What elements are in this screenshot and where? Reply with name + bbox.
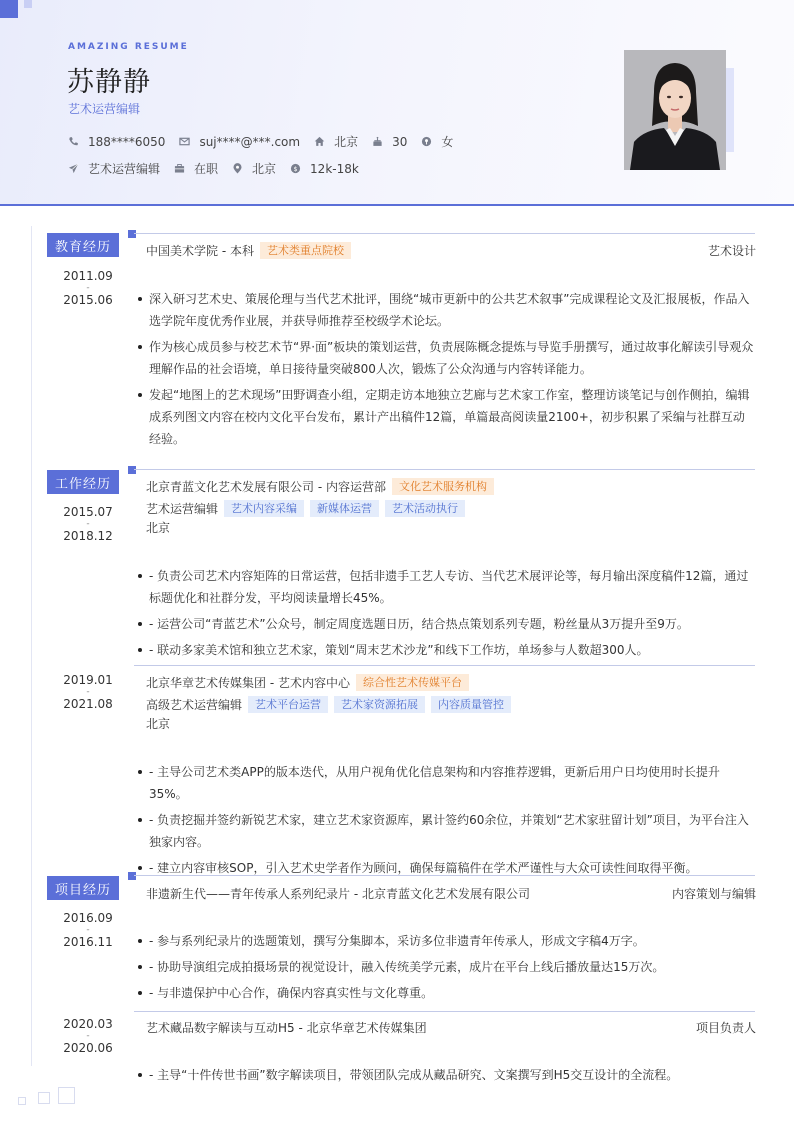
entry-divider: [134, 665, 755, 666]
section-projects-label: 项目经历: [47, 876, 119, 900]
location-pin-icon: [232, 163, 243, 174]
project-bullets: [138, 930, 756, 1008]
profile-photo: [624, 50, 726, 170]
section-divider: [134, 469, 755, 470]
job-title: 高级艺术运营编辑: [146, 698, 243, 713]
briefcase-icon: [174, 163, 185, 174]
home-icon: [314, 136, 325, 147]
candidate-subtitle: 艺术运营编辑: [68, 102, 141, 116]
phone-icon: [68, 136, 79, 147]
timeline-line: [31, 226, 32, 1066]
salary-text: 12k-18k: [310, 161, 359, 176]
phone-text: 188****6050: [88, 134, 166, 149]
decor-square: [38, 1092, 50, 1104]
age-text: 30: [392, 134, 408, 149]
svg-text:$: $: [293, 164, 298, 173]
decor-square-small: [24, 0, 32, 8]
portrait-image: [624, 50, 726, 170]
project-role: 项目负责人: [695, 1021, 756, 1035]
job-city: 北京: [146, 521, 171, 535]
job-target-text: 艺术运营编辑: [88, 162, 161, 176]
decor-square: [18, 1097, 26, 1105]
skill-tag: 艺术活动执行: [385, 500, 465, 517]
city-text: 北京: [334, 135, 359, 149]
list-item: 发起“地图上的艺术现场”田野调查小组，定期走访本地独立艺廊与艺术家工作室，整理访谈笔记与创作侧拍，编辑成系列图文内容在校内文化平台发布，累计产出稿件12篇，单篇最高阅读量2100+，初步积累了采编与社群互动经验。: [138, 384, 756, 450]
age-info: [372, 135, 407, 149]
job-bullets: [138, 761, 756, 883]
date-separator: -: [86, 519, 90, 529]
email-text: suj****@***.com: [199, 134, 301, 149]
section-marker: [128, 872, 136, 880]
list-item: - 协助导演组完成拍摄场景的视觉设计，融入传统美学元素，成片在平台上线后播放量达15万次。: [138, 956, 756, 978]
skill-tag: 新媒体运营: [310, 500, 379, 517]
list-item: 作为核心成员参与校艺术节“界·面”板块的策划运营，负责展陈概念提炼与导览手册撰写，通过故事化解读引导观众理解作品的社会语境，单日接待量突破800人次，锻炼了公众沟通与内容转译能力。: [138, 336, 756, 380]
job-entry-header: [146, 478, 756, 495]
school-name: 中国美术学院 - 本科: [146, 244, 254, 259]
list-item: - 参与系列纪录片的选题策划，撰写分集脚本，采访多位非遗青年传承人，形成文字稿4万字。: [138, 930, 756, 952]
project-name: 艺术藏品数字解读与互动H5 - 北京华章艺术传媒集团: [146, 1021, 427, 1035]
list-item: - 建立内容审核SOP，引入艺术史学者作为顾问，确保每篇稿件在学术严谨性与大众可读性间取得平衡。: [138, 857, 756, 879]
header-tagline: AMAZING RESUME: [68, 42, 189, 52]
company-name: 北京青蓝文化艺术发展有限公司 - 内容运营部: [146, 480, 386, 495]
resume-header: [0, 0, 794, 206]
status-info: [174, 160, 218, 177]
job-title: 艺术运营编辑: [146, 502, 219, 517]
project-end-date: 2016.11: [63, 935, 113, 949]
job-intent-row: [68, 160, 373, 177]
job-entry-header: [146, 674, 756, 691]
date-separator: -: [86, 1031, 90, 1041]
skill-tag: 艺术内容采编: [224, 500, 304, 517]
company-tag: 文化艺术服务机构: [392, 478, 494, 495]
money-icon: [290, 163, 301, 174]
company-name: 北京华章艺术传媒集团 - 艺术内容中心: [146, 676, 350, 691]
candidate-name: 苏静静: [67, 67, 151, 98]
gender-info: [421, 133, 453, 150]
entry-divider: [134, 1011, 755, 1012]
job-target-info: [68, 160, 160, 177]
email-info: [179, 135, 300, 149]
education-entry-header: [146, 242, 756, 259]
job-title-row: [146, 500, 756, 517]
job-start-date: 2019.01: [63, 673, 113, 687]
education-bullets: [138, 288, 756, 454]
skill-tag: 艺术家资源拓展: [334, 696, 425, 713]
job-end-date: 2021.08: [63, 697, 113, 711]
salary-info: [290, 162, 359, 176]
section-education-label: 教育经历: [47, 233, 119, 257]
list-item: - 联动多家美术馆和独立艺术家，策划“周末艺术沙龙”和线下工作坊，单场参与人数超300人。: [138, 639, 756, 661]
send-icon: [68, 163, 79, 174]
edu-end-date: 2015.06: [63, 293, 113, 307]
project-name: 非遗新生代——青年传承人系列纪录片 - 北京青蓝文化艺术发展有限公司: [146, 887, 530, 901]
date-separator: -: [86, 283, 90, 293]
date-separator: -: [86, 925, 90, 935]
date-separator: -: [86, 687, 90, 697]
contact-row: [68, 133, 467, 150]
location-text: 北京: [252, 162, 277, 176]
project-start-date: 2020.03: [63, 1017, 113, 1031]
list-item: - 主导“十件传世书画”数字解读项目，带领团队完成从藏品研究、文案撰写到H5交互设计的全流程。: [138, 1064, 756, 1086]
education-major: 艺术设计: [707, 244, 756, 259]
mail-icon: [179, 136, 190, 147]
job-title-row: [146, 696, 756, 713]
section-work-label: 工作经历: [47, 470, 119, 494]
list-item: - 负责挖掘并签约新锐艺术家，建立艺术家资源库，累计签约60余位，并策划“艺术家驻留计划”项目，为平台注入独家内容。: [138, 809, 756, 853]
section-marker: [128, 466, 136, 474]
gender-text: 女: [441, 135, 454, 149]
cake-icon: [372, 136, 383, 147]
list-item: 深入研习艺术史、策展伦理与当代艺术批评，围绕“城市更新中的公共艺术叙事”完成课程论文及汇报展板，作品入选学院年度优秀作业展，并获导师推荐至校级学术论坛。: [138, 288, 756, 332]
project-entry-header: [146, 885, 756, 902]
skill-tag: 内容质量管控: [431, 696, 511, 713]
skill-tag: 艺术平台运营: [248, 696, 328, 713]
project-bullets: [138, 1064, 756, 1090]
job-start-date: 2015.07: [63, 505, 113, 519]
project-entry-header: [146, 1019, 756, 1036]
job-end-date: 2018.12: [63, 529, 113, 543]
section-divider: [134, 875, 755, 876]
location-info: [232, 160, 276, 177]
section-marker: [128, 230, 136, 238]
job-city: 北京: [146, 717, 171, 731]
city-info: [314, 133, 358, 150]
decor-square: [0, 0, 18, 18]
status-text: 在职: [194, 162, 219, 176]
section-divider: [134, 233, 755, 234]
project-start-date: 2016.09: [63, 911, 113, 925]
job-bullets: [138, 565, 756, 665]
gender-icon: [421, 136, 432, 147]
decor-square: [58, 1087, 75, 1104]
project-end-date: 2020.06: [63, 1041, 113, 1055]
company-tag: 综合性艺术传媒平台: [356, 674, 469, 691]
list-item: - 与非遗保护中心合作，确保内容真实性与文化尊重。: [138, 982, 756, 1004]
phone-info: [68, 135, 165, 149]
edu-start-date: 2011.09: [63, 269, 113, 283]
school-tag: 艺术类重点院校: [260, 242, 351, 259]
list-item: - 负责公司艺术内容矩阵的日常运营，包括非遗手工艺人专访、当代艺术展评论等，每月输出深度稿件12篇，通过标题优化和社群分发，平均阅读量增长45%。: [138, 565, 756, 609]
list-item: - 运营公司“青蓝艺术”公众号，制定周度选题日历，结合热点策划系列专题，粉丝量从3万提升至9万。: [138, 613, 756, 635]
project-role: 内容策划与编辑: [671, 887, 756, 901]
list-item: - 主导公司艺术类APP的版本迭代，从用户视角优化信息架构和内容推荐逻辑，更新后用户日均使用时长提升35%。: [138, 761, 756, 805]
